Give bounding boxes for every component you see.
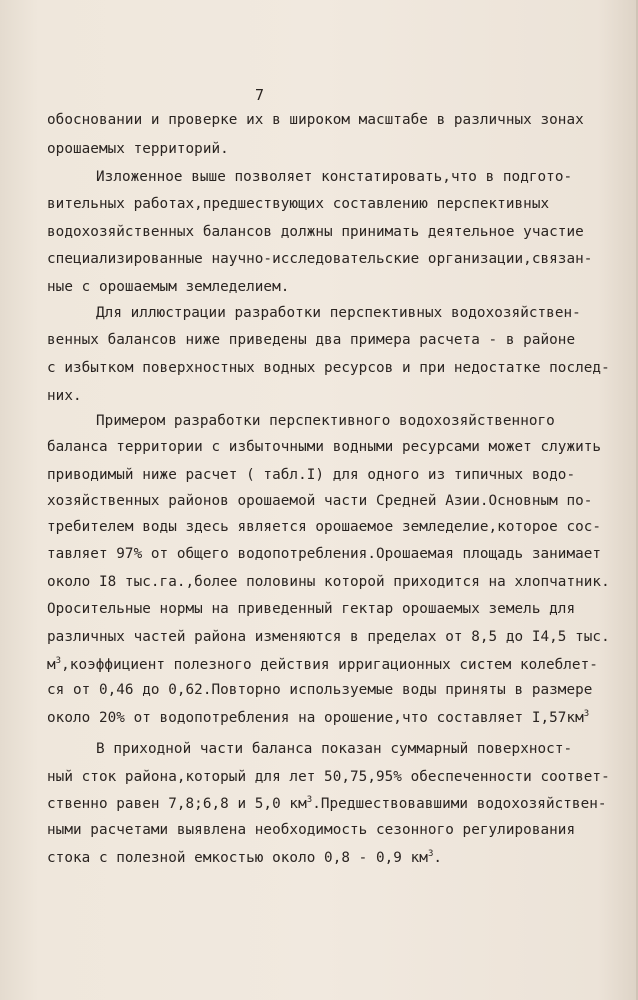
- text-line: обосновании и проверке их в широком масштабе в различных зонах: [47, 112, 584, 128]
- text-line: с избытком поверхностных водных ресурсов и при недостатке послед-: [47, 360, 610, 376]
- text-line: требителем воды здесь является орошаемое земледелие,которое сос-: [47, 519, 602, 535]
- text-line: ный сток района,который для лет 50,75,95% обеспеченности соответ-: [47, 769, 610, 785]
- text-line: В приходной части баланса показан суммарный поверхност-: [96, 741, 573, 757]
- text-line: Для иллюстрации разработки перспективных водохозяйствен-: [96, 305, 581, 321]
- text-line: баланса территории с избыточными водными ресурсами может служить: [47, 439, 602, 455]
- text-line: различных частей района изменяются в пределах от 8,5 до I4,5 тыс.: [47, 629, 610, 645]
- text-line: Изложенное выше позволяет констатировать,что в подгото-: [96, 169, 573, 185]
- text-line: орошаемых территорий.: [47, 141, 229, 157]
- text-line: хозяйственных районов орошаемой части Средней Азии.Основным по-: [47, 493, 593, 509]
- text-line: водохозяйственных балансов должны принимать деятельное участие: [47, 224, 584, 240]
- text-line: тавляет 97% от общего водопотребления.Орошаемая площадь занимает: [47, 546, 602, 562]
- text-line: вительных работах,предшествующих составлению перспективных: [47, 196, 550, 212]
- text-line: ными расчетами выявлена необходимость сезонного регулирования: [47, 822, 576, 838]
- text-line: $м^3,коэффициент$ полезного действия ирригационных систем колеблет-: [47, 656, 598, 673]
- page-number: 7: [255, 86, 265, 104]
- text-line: около I8 тыс.га.,более половины которой приходится на хлопчатник.: [47, 574, 610, 590]
- text-line: около 20% от водопотребления на орошение,что составляет $I,57км^3$: [47, 709, 590, 726]
- text-line: Оросительные нормы на приведенный гектар орошаемых земель для: [47, 601, 576, 617]
- text-line: Примером разработки перспективного водохозяйственного: [96, 413, 555, 429]
- text-line: ственно равен 7,8;6,8 и 5,0 $км^3.Предшествовавшими$ водохозяйствен-: [47, 795, 607, 812]
- text-line: ся от 0,46 до 0,62.Повторно используемые воды приняты в размере: [47, 682, 593, 698]
- text-line: приводимый ниже расчет ( табл.I) для одного из типичных водо-: [47, 467, 576, 483]
- text-line: венных балансов ниже приведены два примера расчета - в районе: [47, 332, 576, 348]
- text-line: специализированные научно-исследовательские организации,связан-: [47, 251, 593, 267]
- text-line: ные с орошаемым земледелием.: [47, 279, 290, 295]
- text-line: стока с полезной емкостью около 0,8 - 0,9 $км^3$.: [47, 849, 443, 866]
- text-line: них.: [47, 388, 82, 404]
